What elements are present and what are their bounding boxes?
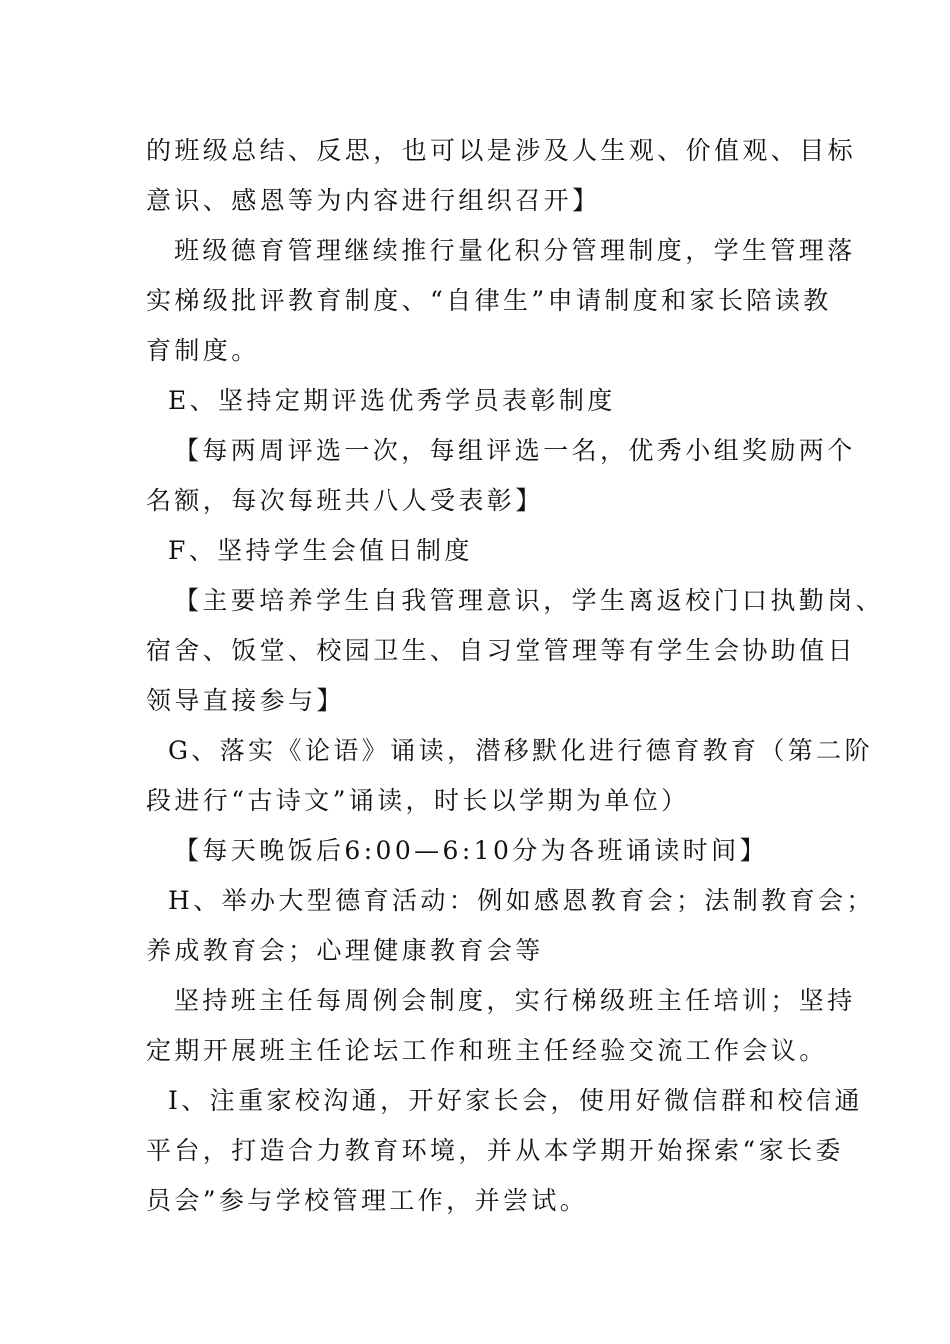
text-line: 意识、感恩等为内容进行组织召开】 [146,186,601,215]
section-heading-f: F、坚持学生会值日制度 [168,536,473,565]
section-heading-e: E、坚持定期评选优秀学员表彰制度 [168,386,616,415]
bracket-note-line: 【主要培养学生自我管理意识，学生离返校门口执勤岗、 [174,586,885,615]
section-heading-h: H、举办大型德育活动：例如感恩教育会；法制教育会； [168,886,875,915]
text-line: 育制度。 [146,336,260,365]
text-line: 定期开展班主任论坛工作和班主任经验交流工作会议。 [146,1036,828,1065]
section-heading-g: G、落实《论语》诵读，潜移默化进行德育教育（第二阶 [168,736,873,765]
paragraph-start-line: 坚持班主任每周例会制度，实行梯级班主任培训；坚持 [174,986,856,1015]
text-line: 实梯级批评教育制度、“自律生”申请制度和家长陪读教 [146,286,832,315]
text-line: 宿舍、饭堂、校园卫生、自习堂管理等有学生会协助值日 [146,636,857,665]
text-line: 养成教育会；心理健康教育会等 [146,936,544,965]
bracket-note-line: 【每两周评选一次，每组评选一名，优秀小组奖励两个 [174,436,856,465]
text-line: 领导直接参与】 [146,686,345,715]
bracket-note-line: 【每天晚饭后6:00—6:10分为各班诵读时间】 [174,836,768,865]
paragraph-start-line: 班级德育管理继续推行量化积分管理制度，学生管理落 [174,236,856,265]
text-line: 段进行“古诗文”诵读，时长以学期为单位） [146,786,690,815]
text-line: 平台，打造合力教育环境，并从本学期开始探索“家长委 [146,1136,844,1165]
text-line: 员会”参与学校管理工作，并尝试。 [146,1186,589,1215]
section-heading-i: I、注重家校沟通，开好家长会，使用好微信群和校信通 [168,1086,863,1115]
text-line: 名额，每次每班共八人受表彰】 [146,486,544,515]
text-line: 的班级总结、反思，也可以是涉及人生观、价值观、目标 [146,136,857,165]
